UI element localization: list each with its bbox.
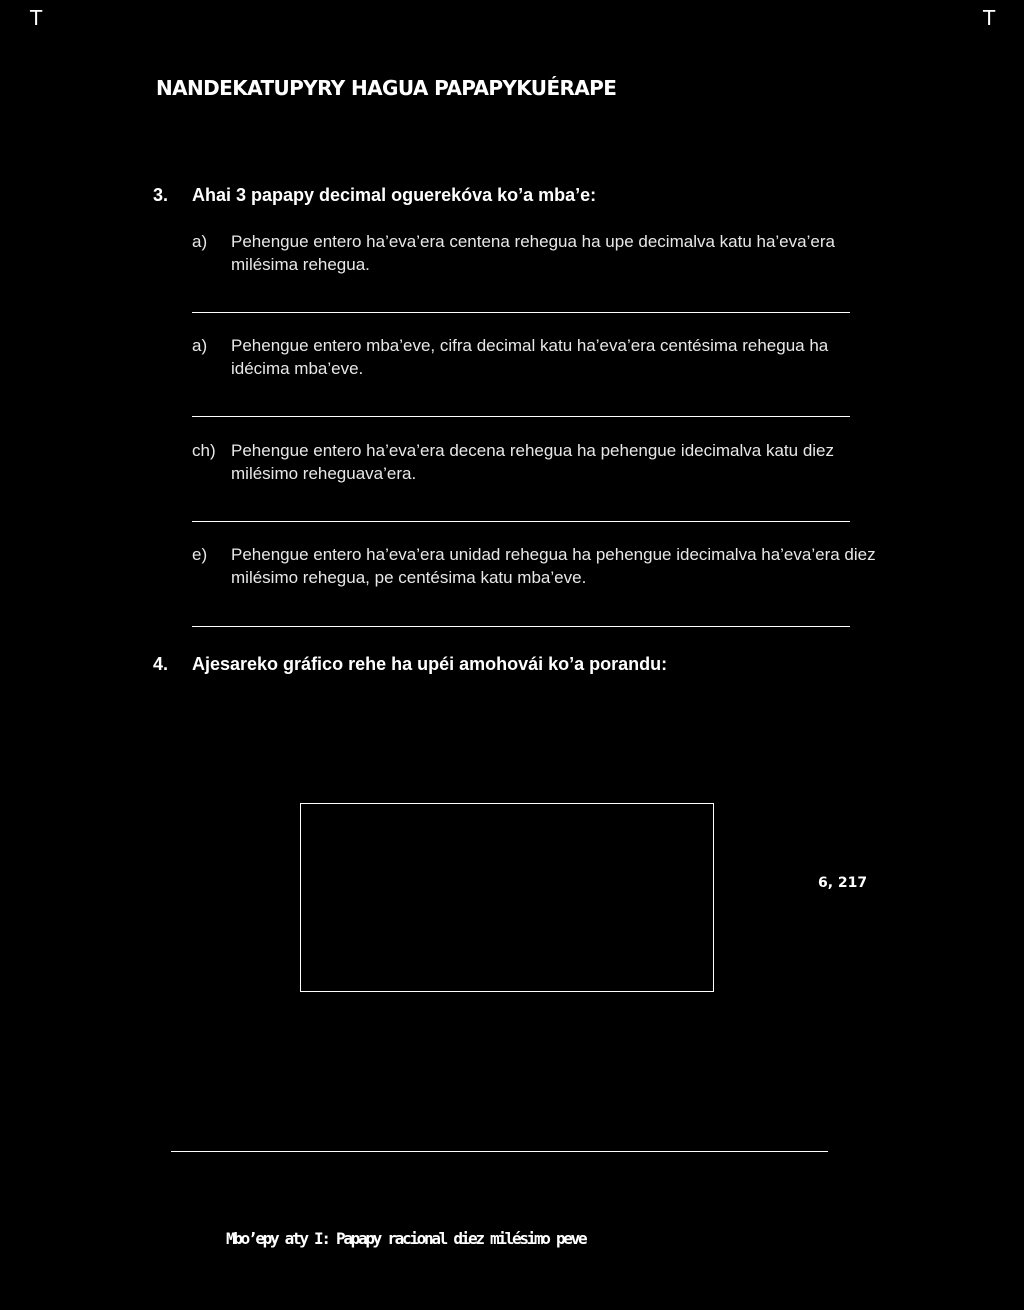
item-letter: ch) [192, 441, 216, 460]
corner-mark-left: T [30, 6, 43, 30]
item-letter: a) [192, 336, 208, 355]
answer-line-1[interactable] [192, 312, 850, 313]
question-3-number: 3. [153, 185, 169, 205]
item-letter: e) [192, 545, 208, 564]
answer-line-3[interactable] [192, 521, 850, 522]
item-text: Pehengue entero ha’eva’era centena rehegua ha upe decimalva katu ha’eva’era milésima rehegua. [231, 232, 835, 274]
corner-mark-right: T [983, 6, 996, 30]
question-3-item-1 [192, 230, 882, 278]
question-3-item-2 [192, 334, 882, 382]
item-letter: a) [192, 232, 208, 251]
question-4-heading [153, 652, 853, 676]
answer-line-2[interactable] [192, 416, 850, 417]
question-3-text: Ahai 3 papapy decimal oguerekóva ko’a mba’e: [192, 185, 597, 205]
item-text: Pehengue entero ha’eva’era decena rehegua ha pehengue idecimalva katu diez milésimo reheguava’era. [231, 441, 835, 483]
item-text: Pehengue entero ha’eva’era unidad rehegua ha pehengue idecimalva ha’eva’era diez milésimo rehegua, pe centésima katu mba’eve. [231, 545, 876, 587]
question-4-number: 4. [153, 654, 169, 674]
answer-line-4[interactable] [192, 626, 850, 627]
chart-frame [300, 803, 714, 992]
footer-section-title: Mbo’epy aty I: Papapy racional diez milésimo peve [226, 1229, 586, 1248]
footer-divider [171, 1151, 828, 1152]
question-3-item-4 [192, 543, 882, 591]
question-4-text: Ajesareko gráfico rehe ha upéi amohovái ko’a porandu: [192, 654, 668, 674]
question-3-item-3 [192, 439, 882, 487]
item-text: Pehengue entero mba’eve, cifra decimal katu ha’eva’era centésima rehegua ha idécima mba’eve. [231, 336, 829, 378]
page-title: NANDEKATUPYRY HAGUA PAPAPYKUÉRAPE [156, 76, 617, 100]
chart-value-label: 6, 217 [818, 875, 868, 891]
question-3-heading [153, 183, 853, 207]
